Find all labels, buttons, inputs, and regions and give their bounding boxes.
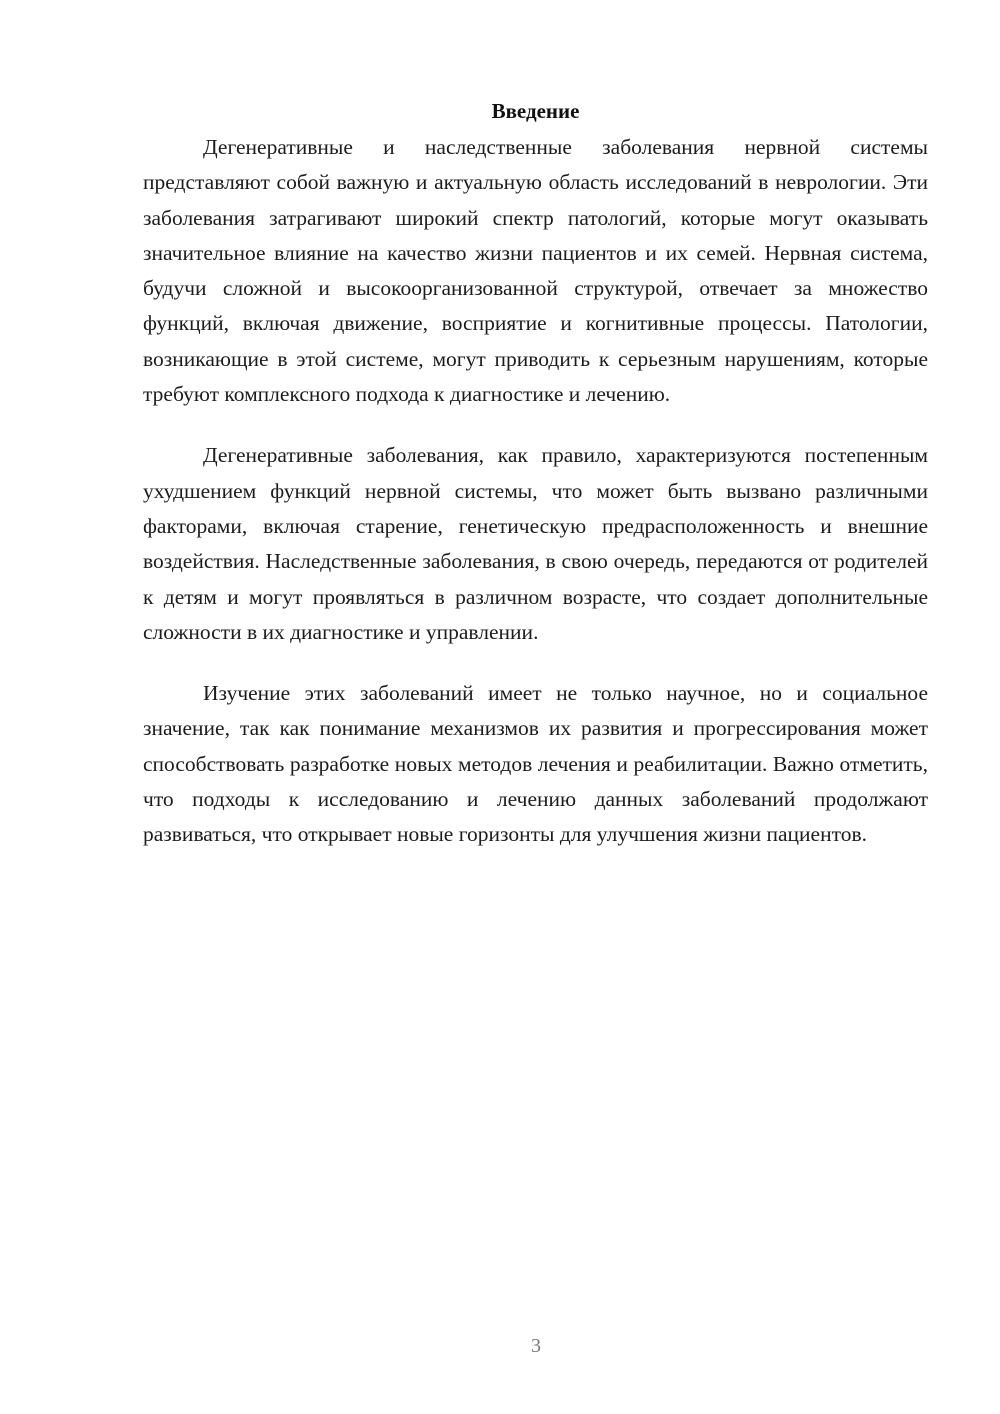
- paragraph-3: Изучение этих заболеваний имеет не только научное, но и социальное значение, так как понимание механизмов их развития и прогрессирования может способствовать разработке новых методов лечения и реабилитации. Важно отметить, что подходы к исследованию и лечению данных заболеваний продолжают развиваться, что открывает новые горизонты для улучшения жизни пациентов.: [143, 681, 928, 847]
- paragraph-2: Дегенеративные заболевания, как правило, характеризуются постепенным ухудшением функций нервной системы, что может быть вызвано различными факторами, включая старение, генетическую предрасположенность и внешние воздействия. Наследственные заболевания, в свою очередь, передаются от родителей к детям и могут проявляться в различном возрасте, что создает дополнительные сложности в их диагностике и управлении.: [143, 443, 928, 644]
- section-heading: Введение: [491, 99, 580, 123]
- paragraph-1: Дегенеративные и наследственные заболевания нервной системы представляют собой важную и актуальную область исследований в неврологии. Эти заболевания затрагивают широкий спектр патологий, которые могут оказывать значительное влияние на качество жизни пациентов и их семей. Нервная система, будучи сложной и высокоорганизованной структурой, отвечает за множество функций, включая движение, восприятие и когнитивные процессы. Патологии, возникающие в этой системе, могут приводить к серьезным нарушениям, которые требуют комплексного подхода к диагностике и лечению.: [143, 135, 928, 407]
- page-number: 3: [531, 1335, 541, 1357]
- page-content: [143, 96, 928, 879]
